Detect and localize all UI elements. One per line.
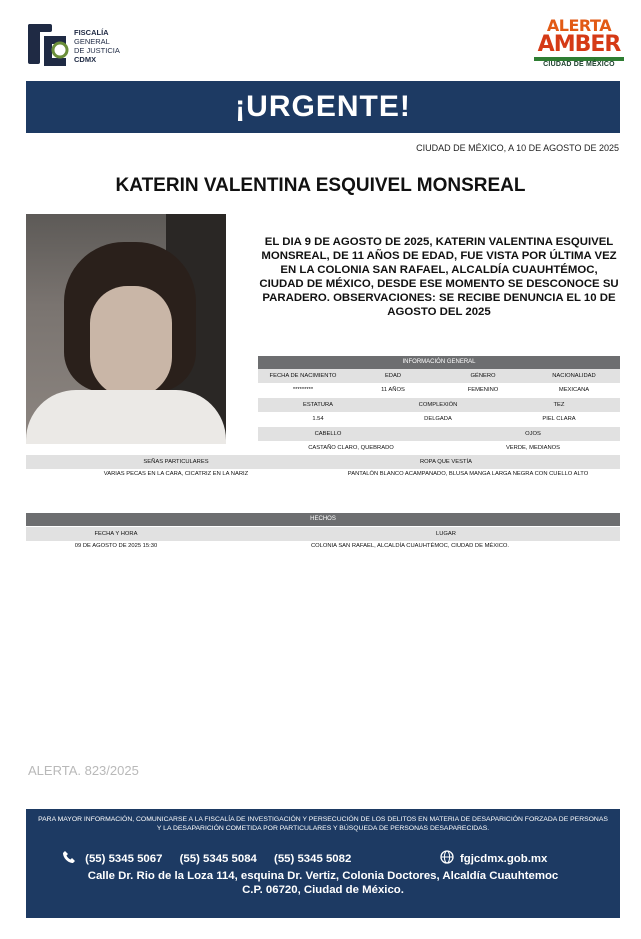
- value-hair: CASTAÑO CLARO, QUEBRADO: [308, 445, 394, 451]
- fiscalia-logo: [26, 22, 136, 72]
- value-height: 1.54: [312, 416, 324, 422]
- alerta-amber-logo: ALERTA AMBER CIUDAD DE MÉXICO: [534, 18, 624, 76]
- value-gender: FEMENINO: [467, 387, 499, 393]
- footer-contact: [26, 809, 620, 918]
- label-birthdate: FECHA DE NACIMIENTO: [269, 373, 337, 379]
- date-line: CIUDAD DE MÉXICO, A 10 DE AGOSTO DE 2025: [416, 143, 619, 153]
- label-build: COMPLEXIÓN: [418, 402, 458, 408]
- label-place: LUGAR: [436, 531, 456, 537]
- value-date-time: 09 DE AGOSTO DE 2025 15:30: [74, 543, 158, 549]
- urgent-banner: ¡URGENTE!: [26, 81, 620, 133]
- value-birthdate: *********: [292, 387, 314, 393]
- case-description: EL DIA 9 DE AGOSTO DE 2025, KATERIN VALENTINA ESQUIVEL MONSREAL, DE 11 AÑOS DE EDAD, FUE VISTA POR ÚLTIMA VEZ EN LA COLONIA SAN RAFAEL, ALCALDÍA CUAUHTÉMOC, CIUDAD DE MÉXICO, DESDE ESE MOMENTO SE DESCONOCE SU PARADERO. OBSERVACIONES: SE RECIBE DENUNCIA EL 10 DE AGOSTO DEL 2025: [259, 236, 619, 318]
- agency-name: FISCALÍA GENERAL DE JUSTICIA CDMX: [74, 28, 120, 64]
- address: [26, 869, 620, 897]
- facts-header: HECHOS: [26, 513, 620, 526]
- alert-number: ALERTA. 823/2025: [28, 763, 139, 778]
- value-complexion: PIEL CLARA: [542, 416, 576, 422]
- label-complexion: TEZ: [553, 402, 565, 408]
- label-clothing: ROPA QUE VESTÍA: [419, 459, 473, 465]
- label-date-time: FECHA Y HORA: [94, 531, 138, 537]
- value-nationality: MEXICANA: [558, 387, 590, 393]
- general-info-labels-row1: [258, 369, 620, 383]
- value-clothing: PANTALÓN BLANCO ACAMPANADO, BLUSA MANGA LARGA NEGRA CON CUELLO ALTO: [347, 471, 589, 477]
- footer-info-text: PARA MAYOR INFORMACIÓN, COMUNICARSE A LA FISCALÍA DE INVESTIGACIÓN Y PERSECUCIÓN DE LOS DELITOS EN MATERIA DE DESAPARICIÓN FORZADA DE PERSONAS Y LA DESAPARICIÓN COMETIDA POR PARTICULARES Y BÚSQUEDA DE PERSONAS DESAPARECIDAS.: [38, 816, 608, 832]
- label-eyes: OJOS: [525, 431, 541, 437]
- value-build: DELGADA: [424, 416, 452, 422]
- general-info-labels-row3: [258, 427, 620, 441]
- address-line-2: C.P. 06720, Ciudad de México.: [242, 884, 404, 896]
- phone-number[interactable]: (55) 5345 5067: [85, 853, 163, 865]
- label-nationality: NACIONALIDAD: [552, 373, 596, 379]
- label-age: EDAD: [384, 373, 402, 379]
- fiscalia-emblem-icon: [26, 22, 70, 70]
- value-place: COLONIA SAN RAFAEL, ALCALDÍA CUAUHTÉMOC, CIUDAD DE MÉXICO.: [310, 543, 510, 549]
- website-link[interactable]: [440, 850, 547, 865]
- phone-number[interactable]: (55) 5345 5082: [274, 853, 352, 865]
- general-info-header: INFORMACIÓN GENERAL: [258, 356, 620, 369]
- person-name: KATERIN VALENTINA ESQUIVEL MONSREAL: [115, 175, 526, 196]
- label-height: ESTATURA: [302, 402, 334, 408]
- value-eyes: VERDE, MEDIANOS: [505, 445, 561, 451]
- label-hair: CABELLO: [314, 431, 342, 437]
- general-info-labels-row4: [26, 455, 620, 469]
- globe-icon: [440, 850, 454, 864]
- phone-number[interactable]: (55) 5345 5084: [179, 853, 257, 865]
- person-photo: [26, 214, 226, 444]
- label-distinguishing-marks: SEÑAS PARTICULARES: [143, 459, 209, 465]
- phone-icon: [62, 850, 76, 864]
- facts-labels-row: [26, 527, 620, 541]
- website-text[interactable]: fgjcdmx.gob.mx: [460, 853, 548, 865]
- general-info-labels-row2: [258, 398, 620, 412]
- value-distinguishing-marks: VARIAS PECAS EN LA CARA, CICATRIZ EN LA NARIZ: [103, 471, 249, 477]
- address-line-1: Calle Dr. Rio de la Loza 114, esquina Dr. Vertiz, Colonia Doctores, Alcaldía Cuauhtemoc: [87, 870, 559, 882]
- phone-list: [62, 850, 365, 865]
- value-age: 11 AÑOS: [381, 387, 405, 393]
- label-gender: GÉNERO: [470, 373, 496, 379]
